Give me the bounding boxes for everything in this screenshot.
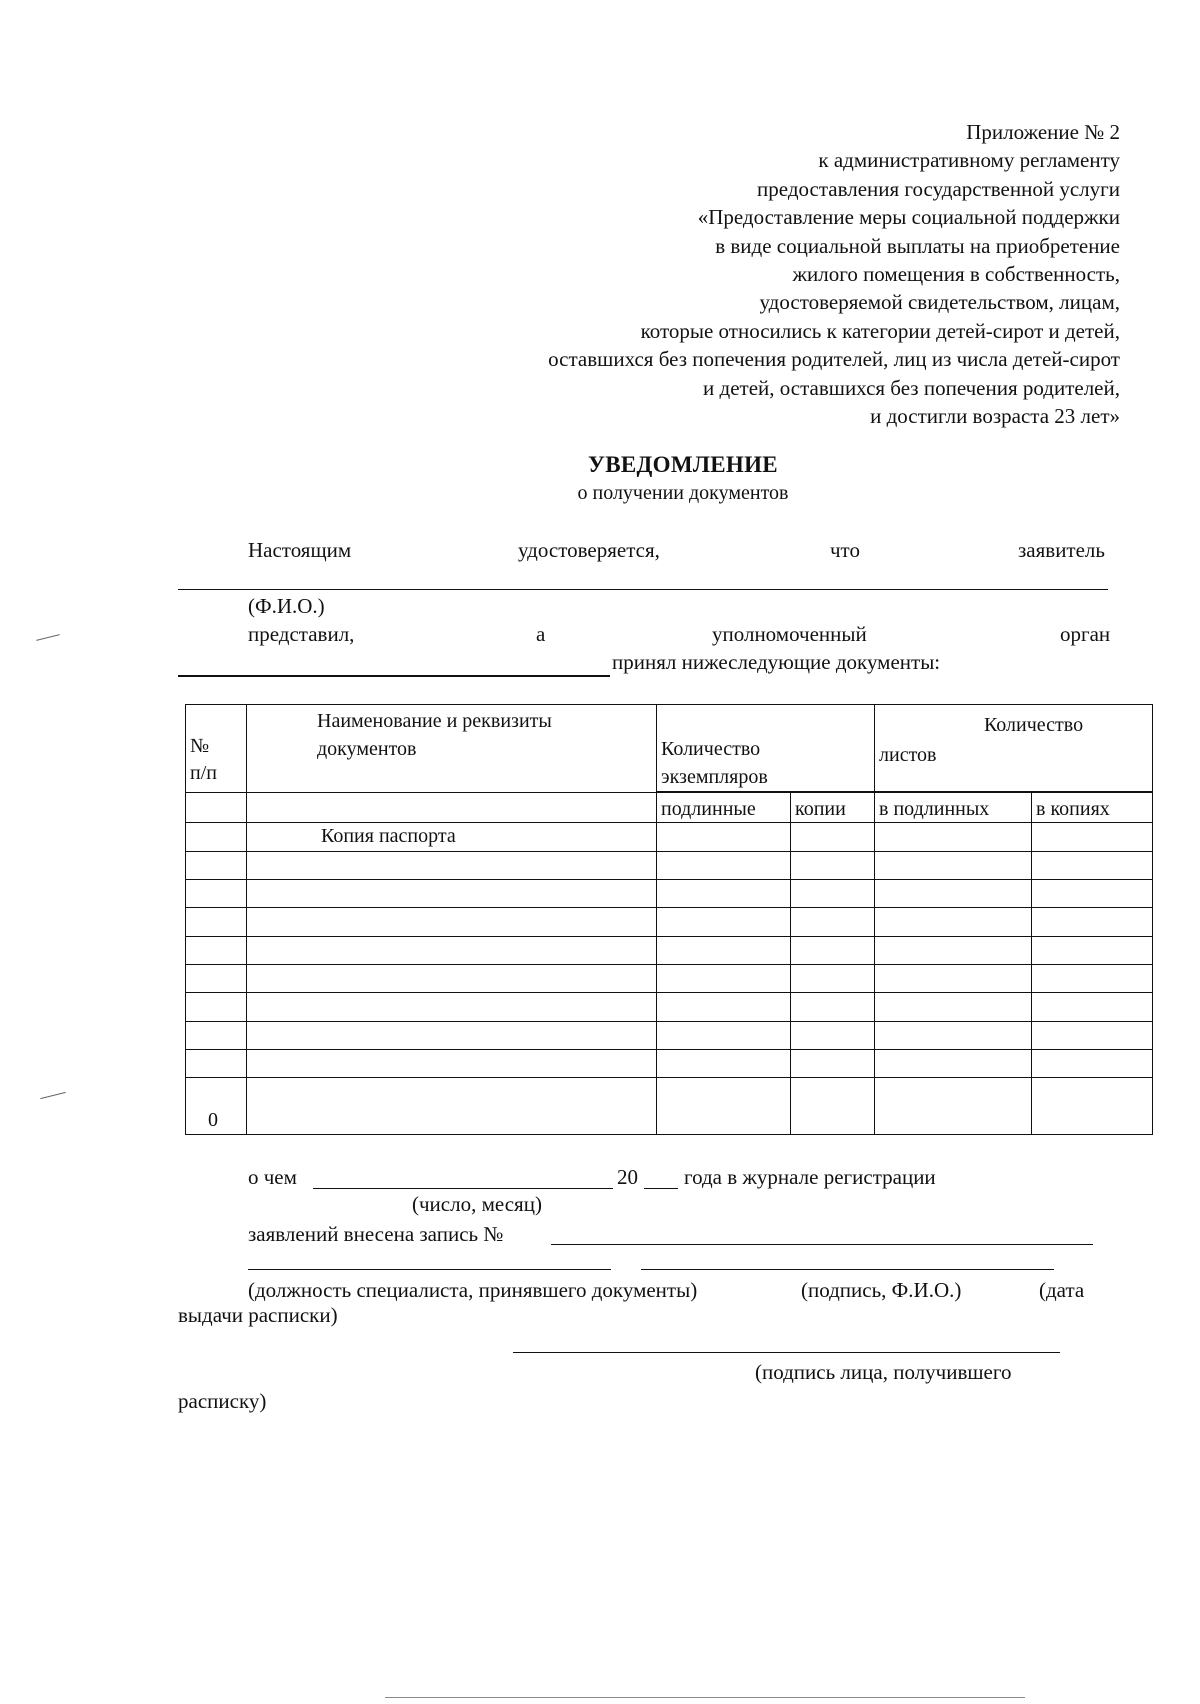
footer-year-prefix: 20 — [617, 1165, 638, 1189]
sheets-orig-cell[interactable] — [875, 823, 1032, 851]
row-number-cell[interactable] — [186, 936, 247, 964]
document-name-cell[interactable] — [247, 965, 657, 993]
intro-word: представил, — [248, 622, 355, 646]
document-subtitle: о получении документов — [577, 482, 789, 504]
row-number-cell[interactable] — [186, 1050, 247, 1078]
sheets-copy-cell[interactable] — [1032, 936, 1153, 964]
copy-count-cell[interactable] — [791, 965, 875, 993]
row-number-cell[interactable] — [186, 823, 247, 851]
appendix-line: к административному регламенту — [818, 148, 1120, 173]
document-name-cell[interactable] — [247, 1078, 657, 1135]
appendix-header — [548, 118, 1120, 430]
intro-word: Настоящим — [248, 538, 352, 562]
sheets-copy-cell[interactable] — [1032, 1078, 1153, 1135]
appendix-line: и достигли возраста 23 лет» — [870, 404, 1120, 429]
documents-table — [185, 704, 1152, 1135]
header-name-filler — [247, 793, 657, 823]
intro-word: а — [536, 622, 546, 646]
appendix-line: Приложение № 2 — [966, 120, 1120, 144]
intro-word: удостоверяется, — [518, 538, 660, 562]
subheader-copy: копии — [791, 793, 875, 823]
sheets-orig-cell[interactable] — [875, 1078, 1032, 1135]
subheader-sheets-copy: в копиях — [1032, 793, 1153, 823]
signature-line[interactable] — [641, 1269, 1054, 1270]
recipient-hint-cont: расписку) — [178, 1389, 267, 1413]
fio-hint: (Ф.И.О.) — [248, 594, 325, 618]
sheets-orig-cell[interactable] — [875, 1021, 1032, 1049]
footer-journal: года в журнале регистрации — [684, 1165, 936, 1189]
sheets-copy-cell[interactable] — [1032, 1021, 1153, 1049]
table-row — [186, 908, 1153, 936]
orig-count-cell[interactable] — [657, 965, 791, 993]
copy-count-cell[interactable] — [791, 993, 875, 1021]
intro-word: заявитель — [1018, 538, 1105, 562]
document-name-cell[interactable] — [247, 851, 657, 879]
copy-count-cell[interactable] — [791, 908, 875, 936]
table-row — [186, 851, 1153, 879]
subheader-orig: подлинные — [657, 793, 791, 823]
date-issue-hint-cont: выдачи расписки) — [178, 1303, 338, 1327]
document-name-cell[interactable] — [247, 1050, 657, 1078]
intro-word: уполномоченный — [712, 622, 867, 646]
applicant-name-line[interactable] — [178, 589, 1108, 590]
scan-mark — [36, 634, 60, 641]
orig-count-cell[interactable] — [657, 936, 791, 964]
row-number-cell[interactable] — [186, 993, 247, 1021]
document-name-cell[interactable] — [247, 880, 657, 908]
record-label: заявлений внесена запись № — [248, 1222, 504, 1246]
sheets-orig-cell[interactable] — [875, 880, 1032, 908]
appendix-line: предоставления государственной услуги — [757, 176, 1120, 201]
table-row — [186, 965, 1153, 993]
sheets-copy-cell[interactable] — [1032, 1050, 1153, 1078]
table-row — [186, 993, 1153, 1021]
sheets-orig-cell[interactable] — [875, 908, 1032, 936]
table-row — [186, 1078, 1153, 1135]
document-name-cell[interactable] — [247, 908, 657, 936]
scan-edge-line — [385, 1697, 1025, 1698]
intro-word: что — [830, 538, 860, 562]
copy-count-cell[interactable] — [791, 880, 875, 908]
orig-count-cell[interactable] — [657, 880, 791, 908]
sheets-copy-cell[interactable] — [1032, 908, 1153, 936]
copy-count-cell[interactable] — [791, 1021, 875, 1049]
scan-mark — [40, 1092, 65, 1099]
record-number-line[interactable] — [551, 1244, 1093, 1245]
copy-count-cell[interactable] — [791, 1050, 875, 1078]
accepted-text: принял нижеследующие документы: — [612, 650, 941, 674]
position-hint: (должность специалиста, принявшего документы) — [248, 1278, 698, 1302]
date-line[interactable] — [313, 1188, 613, 1189]
orig-count-cell[interactable] — [657, 851, 791, 879]
sheets-orig-cell[interactable] — [875, 965, 1032, 993]
sheets-orig-cell[interactable] — [875, 936, 1032, 964]
copy-count-cell[interactable] — [791, 851, 875, 879]
copy-count-cell[interactable] — [791, 823, 875, 851]
document-name-cell[interactable]: Копия паспорта — [247, 823, 657, 851]
appendix-line: и детей, оставшихся без попечения родителей, — [703, 375, 1120, 400]
position-line[interactable] — [248, 1269, 611, 1270]
header-num: № п/п — [186, 705, 247, 793]
appendix-line: «Предоставление меры социальной поддержки — [697, 205, 1120, 230]
copy-count-cell[interactable] — [791, 936, 875, 964]
header-num-filler — [186, 793, 247, 823]
appendix-line: которые относились к категории детей-сирот и детей, — [640, 318, 1120, 343]
sheets-orig-cell[interactable] — [875, 993, 1032, 1021]
sheets-orig-cell[interactable] — [875, 851, 1032, 879]
subheader-sheets-orig: в подлинных — [875, 793, 1032, 823]
copy-count-cell[interactable] — [791, 1078, 875, 1135]
authority-name-line[interactable] — [178, 675, 610, 677]
table-row — [186, 1021, 1153, 1049]
appendix-line: оставшихся без попечения родителей, лиц из числа детей-сирот — [548, 347, 1120, 372]
year-line[interactable] — [644, 1188, 678, 1189]
orig-count-cell[interactable] — [657, 1078, 791, 1135]
orig-count-cell[interactable] — [657, 993, 791, 1021]
orig-count-cell[interactable] — [657, 1021, 791, 1049]
sheets-copy-cell[interactable] — [1032, 823, 1153, 851]
row-number-cell[interactable] — [186, 965, 247, 993]
footer-o-chem: о чем — [248, 1165, 297, 1189]
header-sheets-line1: Количество — [983, 714, 1084, 736]
header-sheets-line2: листов — [879, 744, 937, 766]
sheets-copy-cell[interactable] — [1032, 965, 1153, 993]
appendix-line: удостоверяемой свидетельством, лицам, — [759, 290, 1120, 315]
intro-word: орган — [1060, 622, 1111, 646]
orig-count-cell[interactable] — [657, 1050, 791, 1078]
header-sheets — [875, 705, 1153, 792]
date-hint: (число, месяц) — [412, 1192, 542, 1216]
appendix-line: жилого помещения в собственность, — [792, 262, 1120, 287]
row-number-cell[interactable] — [186, 880, 247, 908]
row-number-cell[interactable] — [186, 1021, 247, 1049]
recipient-signature-line[interactable] — [513, 1352, 1060, 1353]
orig-count-cell[interactable] — [657, 823, 791, 851]
date-issue-hint: (дата — [1039, 1278, 1085, 1302]
row-number-cell[interactable]: 0 — [186, 1078, 247, 1135]
row-number-cell[interactable] — [186, 851, 247, 879]
table-row — [186, 936, 1153, 964]
sheets-copy-cell[interactable] — [1032, 851, 1153, 879]
document-title: УВЕДОМЛЕНИЕ — [588, 452, 778, 477]
document-name-cell[interactable] — [247, 1021, 657, 1049]
row-number-cell[interactable] — [186, 908, 247, 936]
orig-count-cell[interactable] — [657, 908, 791, 936]
sheets-copy-cell[interactable] — [1032, 880, 1153, 908]
header-copies: Количество экземпляров — [657, 705, 875, 792]
appendix-line: в виде социальной выплаты на приобретение — [715, 233, 1120, 258]
header-doc-name: Наименование и реквизиты документов — [247, 705, 657, 793]
table-row — [186, 1050, 1153, 1078]
documents-rows — [186, 823, 1153, 1135]
document-name-cell[interactable] — [247, 936, 657, 964]
sheets-copy-cell[interactable] — [1032, 993, 1153, 1021]
recipient-hint: (подпись лица, получившего — [755, 1360, 1012, 1384]
table-row — [186, 823, 1153, 851]
sheets-orig-cell[interactable] — [875, 1050, 1032, 1078]
table-row — [186, 880, 1153, 908]
signature-hint: (подпись, Ф.И.О.) — [801, 1278, 962, 1302]
document-name-cell[interactable] — [247, 993, 657, 1021]
